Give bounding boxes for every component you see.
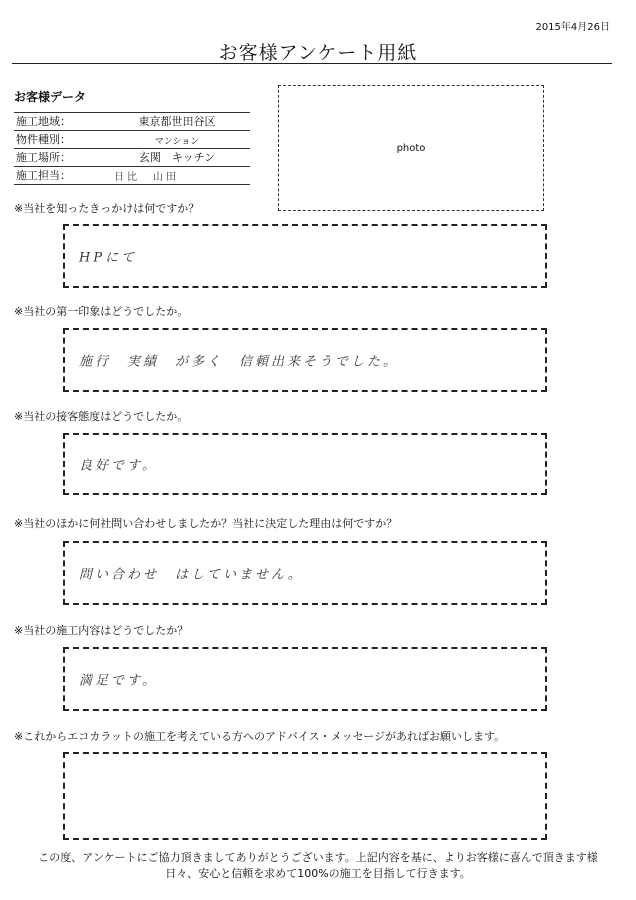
customer-row-value: マンション	[154, 137, 200, 147]
answer-box-4	[63, 541, 547, 605]
question-4: ※当社のほかに何社問い合わせしましたか？当社に決定した理由は何ですか？	[14, 517, 398, 530]
footer-message	[0, 850, 636, 882]
answer-box-5	[63, 647, 547, 711]
photo-label: photo	[396, 142, 426, 154]
title-underline	[12, 63, 612, 64]
question-6: ※これからエコカラットの施工を考えている方へのアドバイス・メッセージがあればお願いします。	[14, 730, 506, 743]
customer-data-heading: お客様データ	[14, 90, 87, 104]
customer-row-label: 施工担当：	[16, 169, 71, 182]
answer-box-3	[63, 433, 547, 495]
answer-box-1	[63, 224, 547, 288]
survey-date: 2015年4月26日	[535, 22, 610, 33]
customer-row-label: 施工場所：	[16, 151, 71, 164]
question-1: ※当社を知ったきっかけは何ですか？	[14, 202, 200, 215]
customer-row-area	[14, 112, 250, 131]
customer-row-value: 東京都世田谷区	[138, 115, 216, 128]
question-5: ※当社の施工内容はどうでしたか？	[14, 624, 189, 637]
customer-row-label: 物件種別：	[16, 133, 71, 146]
answer-text-1: HPにて	[79, 250, 138, 266]
customer-row-staff	[14, 167, 250, 185]
answer-box-2	[63, 328, 547, 392]
customer-row-property-type	[14, 131, 250, 149]
customer-row-location	[14, 149, 250, 167]
customer-data-table	[14, 112, 250, 185]
photo-placeholder	[278, 85, 544, 211]
customer-row-value-handwritten: 日比 山田	[114, 172, 179, 183]
question-3: ※当社の接客態度はどうでしたか。	[14, 410, 189, 423]
footer-line-1: この度、アンケートにご協力頂きましてありがとうございます。上記内容を基に、よりお客様に喜んで頂きます様	[38, 851, 598, 864]
question-2: ※当社の第一印象はどうでしたか。	[14, 305, 189, 318]
page-title: お客様アンケート用紙	[218, 42, 418, 64]
answer-text-4: 問い合わせ はしていません。	[79, 567, 304, 583]
answer-text-3: 良好です。	[79, 458, 158, 474]
footer-line-2: 日々、安心と信頼を求めて100%の施工を目指して行きます。	[165, 867, 471, 880]
customer-row-label: 施工地域：	[16, 115, 71, 128]
answer-text-5: 満足です。	[79, 673, 158, 689]
customer-row-value: 玄関 キッチン	[138, 151, 216, 164]
answer-text-2: 施行 実績 が多く 信頼出来そうでした。	[79, 354, 400, 370]
answer-box-6	[63, 752, 547, 840]
